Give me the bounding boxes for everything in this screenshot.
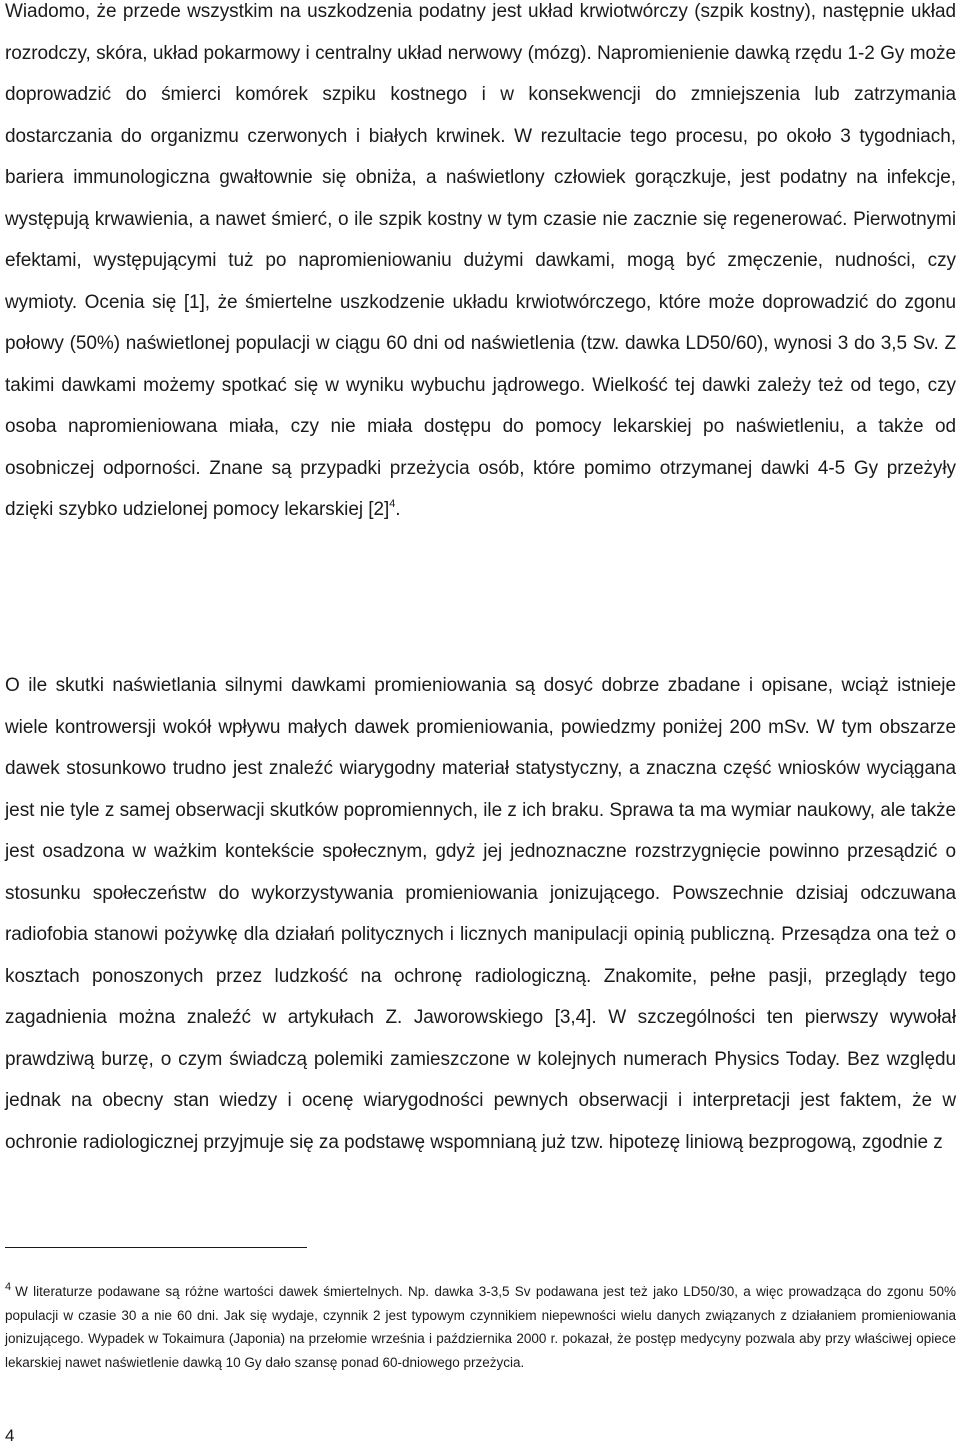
body-paragraph-2: O ile skutki naświetlania silnymi dawkami promieniowania są dosyć dobrze zbadane i opisane, wciąż istnieje wiele kontrowersji wokół wpływu małych dawek promieniowania, powiedzmy poniżej 200 mSv. W tym obszarze dawek stosunkowo trudno jest znaleźć wiarygodny materiał statystyczny, a znaczna część wniosków wyciągana jest nie tyle z samej obserwacji skutków popromiennych, ile z ich braku. Sprawa ta ma wymiar naukowy, ale także jest osadzona w ważkim kontekście społecznym, gdyż jej jednoznaczne rozstrzygnięcie powinno przesądzić o stosunku społeczeństw do wykorzystywania promieniowania jonizującego. Powszechnie dzisiaj odczuwana radiofobia stanowi pożywkę dla działań politycznych i licznych manipulacji opinią publiczną. Przesądza ona też o kosztach ponoszonych przez ludzkość na ochronę radiologiczną. Znakomite, pełne pasji, przeglądy tego zagadnienia można znaleźć w artykułach Z. Jaworowskiego [3,4]. W szczególności ten pierwszy wywołał prawdziwą burzę, o czym świadczą polemiki zamieszczone w kolejnych numerach Physics Today. Bez względu jednak na obecny stan wiedzy i ocenę wiarygodności pewnych obserwacji i interpretacji jest faktem, że w ochronie radiologicznej przyjmuje się za podstawę wspomnianą już tzw. hipotezę liniową bezprogową, zgodnie z (5, 675, 956, 1153)
footnote-marker: 4 (5, 1281, 12, 1293)
footnote-text: W literaturze podawane są różne wartości dawek śmiertelnych. Np. dawka 3-3,5 Sv podawana jest też jako LD50/30, a więc prowadząca do zgonu 50% populacji w czasie 30 a nie 60 dni. Jak się wydaje, czynnik 2 jest typowym czynnikiem niepewności wielu danych związanych z działaniem promieniowania jonizującego. Wypadek w Tokaimura (Japonia) na przełomie września i października 2000 r. pokazał, że postęp medycyny pozwala aby przy właściwej opiece lekarskiej nawet naświetlenie dawką 10 Gy dało szansę ponad 60-dniowego przeżycia. (5, 1284, 956, 1371)
paragraph-1-end: . (395, 499, 401, 520)
page-number: 4 (5, 1426, 15, 1445)
body-paragraph-1 (5, 0, 956, 531)
footnote (5, 1280, 956, 1375)
footnote-reference[interactable]: 4 (389, 498, 396, 510)
paragraph-1-text: Wiadomo, że przede wszystkim na uszkodzenia podatny jest układ krwiotwórczy (szpik kostny), następnie układ rozrodczy, skóra, układ pokarmowy i centralny układ nerwowy (mózg). Napromienienie dawką rzędu 1-2 Gy może doprowadzić do śmierci komórek szpiku kostnego i w konsekwencji do zmniejszenia lub zatrzymania dostarczania do organizmu czerwonych i białych krwinek. W rezultacie tego procesu, po około 3 tygodniach, bariera immunologiczna gwałtownie się obniża, a naświetlony człowiek gorączkuje, jest podatny na infekcje, występują krwawienia, a nawet śmierć, o ile szpik kostny w tym czasie nie zacznie się regenerować. Pierwotnymi efektami, występującymi tuż po napromieniowaniu dużymi dawkami, mogą być zmęczenie, nudności, czy wymioty. Ocenia się [1], że śmiertelne uszkodzenie układu krwiotwórczego, które może doprowadzić do zgonu połowy (50%) naświetlonej populacji w ciągu 60 dni od naświetlenia (tzw. dawka LD50/60), wynosi 3 do 3,5 Sv. Z takimi dawkami możemy spotkać się w wyniku wybuchu jądrowego. Wielkość tej dawki zależy też od tego, czy osoba napromieniowana miała, czy nie miała dostępu do pomocy lekarskiej po naświetleniu, a także od osobniczej odporności. Znane są przypadki przeżycia osób, które pomimo otrzymanej dawki 4-5 Gy przeżyły dzięki szybko udzielonej pomocy lekarskiej [2] (5, 1, 956, 520)
footnote-separator (5, 1247, 307, 1248)
